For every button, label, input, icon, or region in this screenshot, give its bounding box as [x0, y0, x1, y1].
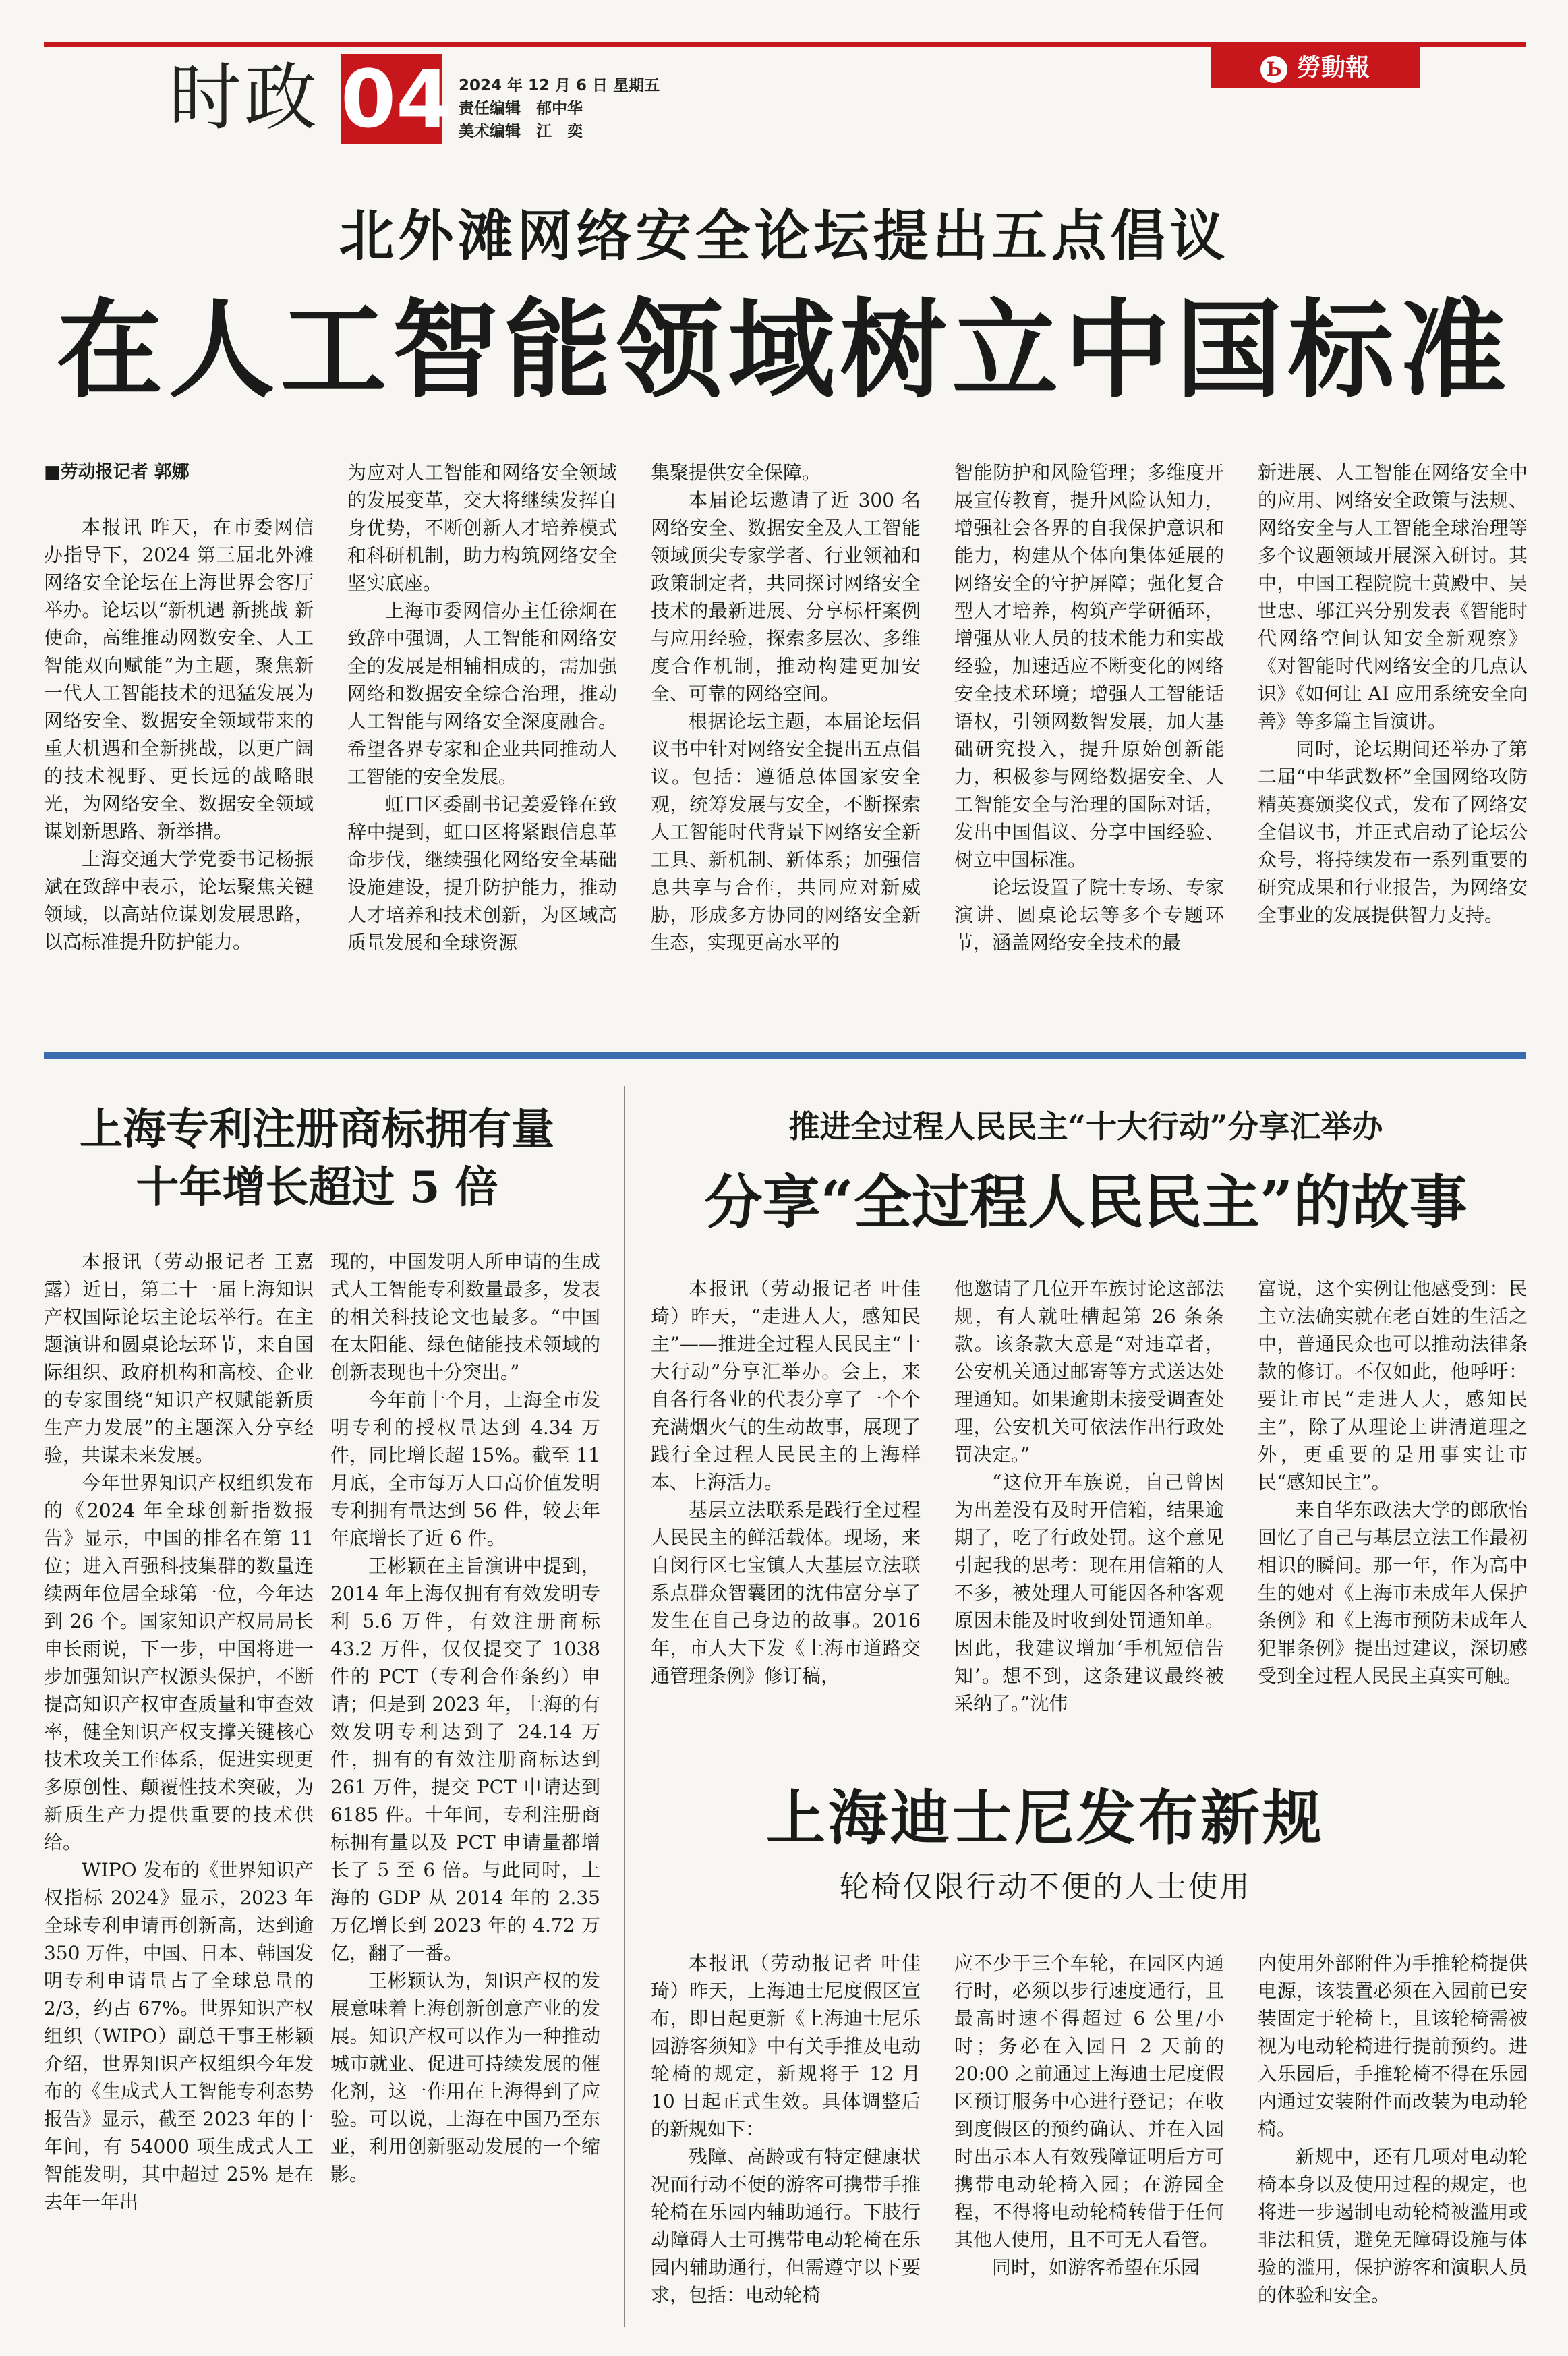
editor-credit: 责任编辑 郁中华 — [459, 100, 583, 117]
article2-column-2 — [330, 1248, 600, 2188]
article1-column-5 — [1258, 459, 1528, 929]
logo-text: 勞動報 — [1296, 53, 1370, 82]
article1-paragraph: 论坛设置了院士专场、专家演讲、圆桌论坛等多个专题环节，涵盖网络安全技术的最 — [954, 876, 1224, 954]
article2-paragraph: 今年前十个月，上海全市发明专利的授权量达到 4.34 万件，同比增长超 15%。截至 11 月底，全市每万人口高价值发明专利拥有量达到 56 件，较去年年底增长了近 6 件。 — [330, 1389, 600, 1549]
article3-paragraph: 本报讯（劳动报记者 叶佳琦）昨天，“走进人大，感知民主”——推进全过程人民民主“十大行动”分享汇举办。会上，来自各行各业的代表分享了一个个充满烟火气的生动故事，展现了践行全过程人民民主的上海样本、上海活力。 — [651, 1277, 921, 1493]
article1-paragraph: 上海市委网信办主任徐炯在致辞中强调，人工智能和网络安全的发展是相辅相成的，需加强网络和数据安全综合治理，推动人工智能与网络安全深度融合。希望各界专家和企业共同推动人工智能的安全发展。 — [347, 600, 617, 788]
article3-paragraph: 富说，这个实例让他感受到：民主立法确实就在老百姓的生活之中，普通民众也可以推动法律条款的修订。不仅如此，他呼吁：要让市民“走进人大，感知民主”，除了从理论上讲清道理之外，更重要的是用事实让市民“感知民主”。 — [1258, 1277, 1528, 1493]
article3-column-1 — [651, 1275, 921, 1690]
article4-paragraph: 内使用外部附件为手推轮椅提供电源，该装置必须在入园前已安装固定于轮椅上，且该轮椅需被视为电动轮椅进行提前预约。进入乐园后，手推轮椅不得在乐园内通过安装附件而改装为电动轮椅。 — [1258, 1952, 1528, 2140]
article2-paragraph: 王彬颖在主旨演讲中提到，2014 年上海仅拥有有效发明专利 5.6 万件，有效注册商标 43.2 万件，仅仅提交了 1038 件的 PCT（专利合作条约）申请；但是到 2023 年，上海的有效发明专利达到了 24.14 万件，拥有的有效注册商标达到 261 万件，提交 PCT 申请达到 6185 件。十年间，专利注册商标拥有量以及 PCT 申请量都增长了 5 至 6 倍。与此同时，上海的 GDP 从 2014 年的 2.35 万亿增长到 2023 年的 4.72 万亿，翻了一番。 — [330, 1555, 600, 1964]
article4-paragraph: 本报讯（劳动报记者 叶佳琦）昨天，上海迪士尼度假区宣布，即日起更新《上海迪士尼乐园游客须知》中有关手推及电动轮椅的规定，新规将于 12 月 10 日起正式生效。具体调整后的新规如下： — [651, 1952, 921, 2140]
article4-subtitle: 轮椅仅限行动不便的人士使用 — [839, 1870, 1252, 1904]
article3-pretitle: 推进全过程人民民主“十大行动”分享汇举办 — [788, 1108, 1383, 1145]
article1-column-1 — [44, 459, 314, 956]
article2-title-line2: 十年增长超过 5 倍 — [136, 1162, 498, 1213]
article2-paragraph: 今年世界知识产权组织发布的《2024 年全球创新指数报告》显示，中国的排名在第 11 位；进入百强科技集群的数量连续两年位居全球第一位，今年达到 26 个。国家知识产权局局长申长雨说，下一步，中国将进一步加强知识产权源头保护，不断提高知识产权审查质量和审查效率，健全知识产权支撑关键核心技术攻关工作体系，促进实现更多原创性、颠覆性技术突破，为新质生产力提供重要的技术供给。 — [44, 1472, 314, 1854]
article2-paragraph: 现的，中国发明人所申请的生成式人工智能专利数量最多，发表的相关科技论文也最多。“中国在太阳能、绿色储能技术领域的创新表现也十分突出。” — [330, 1251, 600, 1383]
section-title: 时政 — [169, 56, 320, 140]
article1-paragraph: 本届论坛邀请了近 300 名网络安全、数据安全及人工智能领域顶尖专家学者、行业领袖和政策制定者，共同探讨网络安全技术的最新进展、分享标杆案例与应用经验，探索多层次、多维度合作机制，推动构建更加安全、可靠的网络空间。 — [651, 489, 921, 705]
article1-paragraph: 虹口区委副书记姜爱锋在致辞中提到，虹口区将紧跟信息革命步伐，继续强化网络安全基础设施建设，提升防护能力，推动人才培养和技术创新，为区域高质量发展和全球资源 — [347, 793, 617, 954]
article4-paragraph: 应不少于三个车轮，在园区内通行时，必须以步行速度通行，且最高时速不得超过 6 公里/小时；务必在入园日 2 天前的 20:00 之前通过上海迪士尼度假区预订服务中心进行登记；在收到度假区的预约确认、并在入园时出示本人有效残障证明后方可携带电动轮椅入园；在游园全程，不得将电动轮椅转借于任何其他人使用，且不可无人看管。 — [954, 1952, 1224, 2251]
article3-column-3 — [1258, 1275, 1528, 1690]
article1-paragraph: 根据论坛主题，本届论坛倡议书中针对网络安全提出五点倡议。包括：遵循总体国家安全观，统筹发展与安全，不断探索人工智能时代背景下网络安全新工具、新机制、新体系；加强信息共享与合作，共同应对新威胁，形成多方协同的网络安全新生态，实现更高水平的 — [651, 710, 921, 954]
article1-paragraph: 集聚提供安全保障。 — [651, 461, 821, 484]
article4-title: 上海迪士尼发布新规 — [765, 1783, 1325, 1853]
article4-paragraph: 残障、高龄或有特定健康状况而行动不便的游客可携带手推轮椅在乐园内辅助通行。下肢行动障碍人士可携带电动轮椅在乐园内辅助通行，但需遵守以下要求，包括：电动轮椅 — [651, 2146, 921, 2306]
article1-paragraph: 智能防护和风险管理；多维度开展宣传教育，提升风险认知力，增强社会各界的自我保护意识和能力，构建从个体向集体延展的网络安全的守护屏障；强化复合型人才培养，构筑产学研循环，增强从业人员的技术能力和实战经验，加速适应不断变化的网络安全技术环境；增强人工智能话语权，引领网数智发展，加大基础研究投入，提升原始创新能力，积极参与网络数据安全、人工智能安全与治理的国际对话，发出中国倡议、分享中国经验、树立中国标准。 — [954, 461, 1224, 871]
article4-column-2 — [954, 1949, 1224, 2281]
article1-pretitle: 北外滩网络安全论坛提出五点倡议 — [339, 204, 1229, 268]
article1-byline: ■劳动报记者 郭娜 — [44, 462, 190, 482]
article4-column-3 — [1258, 1949, 1528, 2309]
article3-paragraph: 基层立法联系是践行全过程人民民主的鲜活载体。现场，来自闵行区七宝镇人大基层立法联系点群众智囊团的沈伟富分享了发生在自己身边的故事。2016 年，市人大下发《上海市道路交通管理条例》修订稿， — [651, 1499, 921, 1687]
article2-column-1 — [44, 1248, 314, 2216]
newspaper-logo — [1211, 47, 1420, 88]
article1-paragraph: 本报讯 昨天，在市委网信办指导下，2024 第三届北外滩网络安全论坛在上海世界会客厅举办。论坛以“新机遇 新挑战 新使命，高维推动网数安全、人工智能双向赋能”为主题，聚焦新一代人工智能技术的迅猛发展为网络安全、数据安全领域带来的重大机遇和全新挑战，以更广阔的技术视野、更长远的战略眼光，为网络安全、数据安全领域谋划新思路、新举措。 — [44, 516, 314, 842]
article1-paragraph: 上海交通大学党委书记杨振斌在致辞中表示，论坛聚焦关键领域，以高站位谋划发展思路，以高标准提升防护能力。 — [44, 848, 314, 953]
article3-paragraph: 来自华东政法大学的郎欣怡回忆了自己与基层立法工作最初相识的瞬间。那一年，作为高中生的她对《上海市未成年人保护条例》和《上海市预防未成年人犯罪条例》提出过建议，深切感受到全过程人民民主真实可触。 — [1258, 1499, 1528, 1687]
masthead-rule — [44, 42, 1526, 47]
section-divider — [44, 1052, 1526, 1059]
article3-column-2 — [954, 1275, 1224, 1717]
article1-column-2 — [347, 459, 617, 956]
article1-column-3 — [651, 459, 921, 956]
article1-paragraph: 新进展、人工智能在网络安全中的应用、网络安全政策与法规、网络安全与人工智能全球治理等多个议题领域开展深入研讨。其中，中国工程院院士黄殿中、吴世忠、邬江兴分别发表《智能时代网络空间认知安全新观察》《对智能时代网络安全的几点认识》《如何让 AI 应用系统安全向善》等多篇主旨演讲。 — [1258, 461, 1528, 732]
article1-column-4 — [954, 459, 1224, 956]
article2-paragraph: 王彬颖认为，知识产权的发展意味着上海创新创意产业的发展。知识产权可以作为一种推动城市就业、促进可持续发展的催化剂，这一作用在上海得到了应验。可以说，上海在中国乃至东亚，利用创新驱动发展的一个缩影。 — [330, 1970, 600, 2185]
logo-mark-icon: Ь — [1260, 56, 1287, 83]
article4-column-1 — [651, 1949, 921, 2309]
article3-paragraph: 他邀请了几位开车族讨论这部法规，有人就吐槽起第 26 条条款。该条款大意是“对违章者，公安机关通过邮寄等方式送达处理通知。如果逾期未接受调查处理，公安机关可依法作出行政处罚决定。” — [954, 1277, 1224, 1466]
article1-paragraph: 为应对人工智能和网络安全领域的发展变革，交大将继续发挥自身优势，不断创新人才培养模式和科研机制，助力构筑网络安全坚实底座。 — [347, 461, 617, 594]
article2-paragraph: 本报讯（劳动报记者 王嘉露）近日，第二十一届上海知识产权国际论坛主论坛举行。在主题演讲和圆桌论坛环节，来自国际组织、政府机构和高校、企业的专家围绕“知识产权赋能新质生产力发展”的主题深入分享经验，共谋未来发展。 — [44, 1251, 314, 1466]
article3-title: 分享“全过程人民民主”的故事 — [704, 1168, 1468, 1236]
article1-title: 在人工智能领域树立中国标准 — [56, 288, 1512, 413]
page-number: 04 — [341, 53, 452, 146]
article4-paragraph: 同时，如游客希望在乐园 — [992, 2256, 1200, 2278]
article2-paragraph: WIPO 发布的《世界知识产权指标 2024》显示，2023 年全球专利申请再创新高，达到逾 350 万件，中国、日本、韩国发明专利申请量占了全球总量的 2/3，约占 67%。世界知识产权组织（WIPO）副总干事王彬颖介绍，世界知识产权组织今年发布的《生成式人工智能专利态势报告》显示，截至 2023 年的十年间，有 54000 项生成式人工智能发明，其中超过 25% 是在去年一年出 — [44, 1859, 314, 2213]
column-rule — [624, 1086, 625, 2327]
issue-date: 2024 年 12 月 6 日 星期五 — [459, 77, 660, 94]
art-editor-credit: 美术编辑 江 奕 — [459, 123, 583, 140]
article2-title — [40, 1101, 593, 1217]
article2-title-line1: 上海专利注册商标拥有量 — [80, 1104, 554, 1155]
article1-paragraph: 同时，论坛期间还举办了第二届“中华武数杯”全国网络攻防精英赛颁奖仪式，发布了网络安全倡议书，并正式启动了论坛公众号，将持续发布一系列重要的研究成果和行业报告，为网络安全事业的发展提供智力支持。 — [1258, 738, 1528, 926]
article4-paragraph: 新规中，还有几项对电动轮椅本身以及使用过程的规定，也将进一步遏制电动轮椅被滥用或非法租赁，避免无障碍设施与体验的滥用，保护游客和演职人员的体验和安全。 — [1258, 2146, 1528, 2306]
article3-paragraph: “这位开车族说，自己曾因为出差没有及时开信箱，结果逾期了，吃了行政处罚。这个意见引起我的思考：现在用信箱的人不多，被处理人可能因各种客观原因未能及时收到处罚通知单。因此，我建议增加‘手机短信告知’。想不到，这条建议最终被采纳了。”沈伟 — [954, 1471, 1224, 1715]
issue-meta — [459, 74, 660, 143]
